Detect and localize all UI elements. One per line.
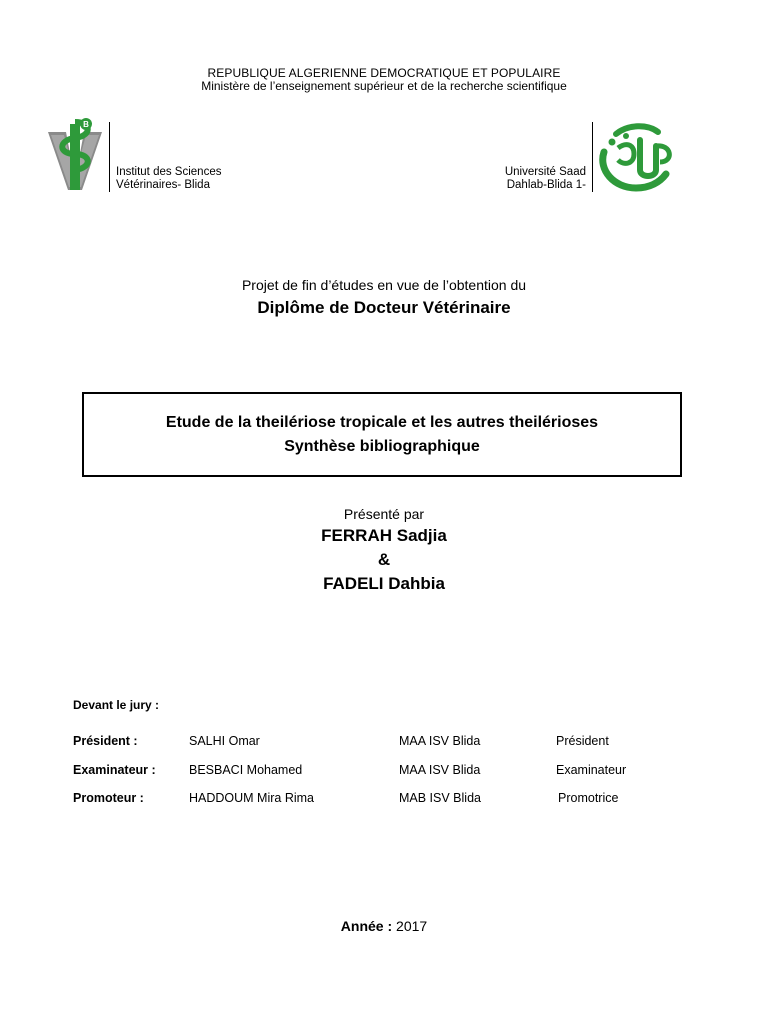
author-1: FERRAH Sadjia — [321, 526, 447, 545]
institution-right-line2: Dahlab-Blida 1- — [506, 179, 586, 191]
year-value: 2017 — [396, 918, 428, 934]
institution-right — [470, 166, 586, 192]
author-2: FADELI Dahbia — [323, 574, 445, 593]
jury-row — [0, 734, 768, 750]
jury-function: Examinateur — [556, 763, 627, 777]
year-line — [0, 918, 768, 934]
jury-name: BESBACI Mohamed — [189, 763, 303, 777]
presented-by-label: Présenté par — [343, 506, 425, 522]
institution-left-line2: Vétérinaires- Blida — [116, 179, 210, 191]
institution-left — [116, 166, 221, 192]
jury-function: Président — [556, 734, 609, 748]
jury-grade: MAA ISV Blida — [399, 734, 481, 748]
thesis-title-line1: Etude de la theilériose tropicale et les autres theilérioses — [165, 413, 599, 431]
jury-role: Promoteur : — [73, 791, 144, 805]
jury-grade: MAA ISV Blida — [399, 763, 481, 777]
logo-divider-right — [592, 122, 593, 192]
jury-row — [0, 791, 768, 807]
jury-role: Examinateur : — [73, 763, 156, 777]
header-republic: REPUBLIQUE ALGERIENNE DEMOCRATIQUE ET POPULAIRE — [207, 66, 561, 80]
jury-function: Promotrice — [558, 791, 619, 805]
project-description: Projet de fin d’études en vue de l’obtention du — [241, 277, 527, 293]
jury-role: Président : — [73, 734, 138, 748]
jury-name: SALHI Omar — [189, 734, 260, 748]
jury-label: Devant le jury : — [73, 698, 160, 712]
year-label: Année : — [340, 918, 393, 934]
thesis-title-box — [82, 392, 682, 477]
jury-name: HADDOUM Mira Rima — [189, 791, 314, 805]
header-ministry: Ministère de l’enseignement supérieur et de la recherche scientifique — [201, 79, 567, 93]
universite-blida-logo-icon — [596, 122, 680, 192]
jury-row — [0, 763, 768, 779]
diploma-title: Diplôme de Docteur Vétérinaire — [257, 298, 511, 317]
thesis-title-line2: Synthèse bibliographique — [284, 437, 480, 455]
institution-right-line1: Université Saad — [504, 166, 586, 178]
svg-text:B: B — [83, 120, 89, 129]
logo-divider-left — [109, 122, 110, 192]
isv-blida-logo-icon — [46, 118, 104, 192]
institution-left-line1: Institut des Sciences — [116, 166, 222, 178]
author-separator: & — [377, 550, 391, 569]
jury-grade: MAB ISV Blida — [399, 791, 481, 805]
